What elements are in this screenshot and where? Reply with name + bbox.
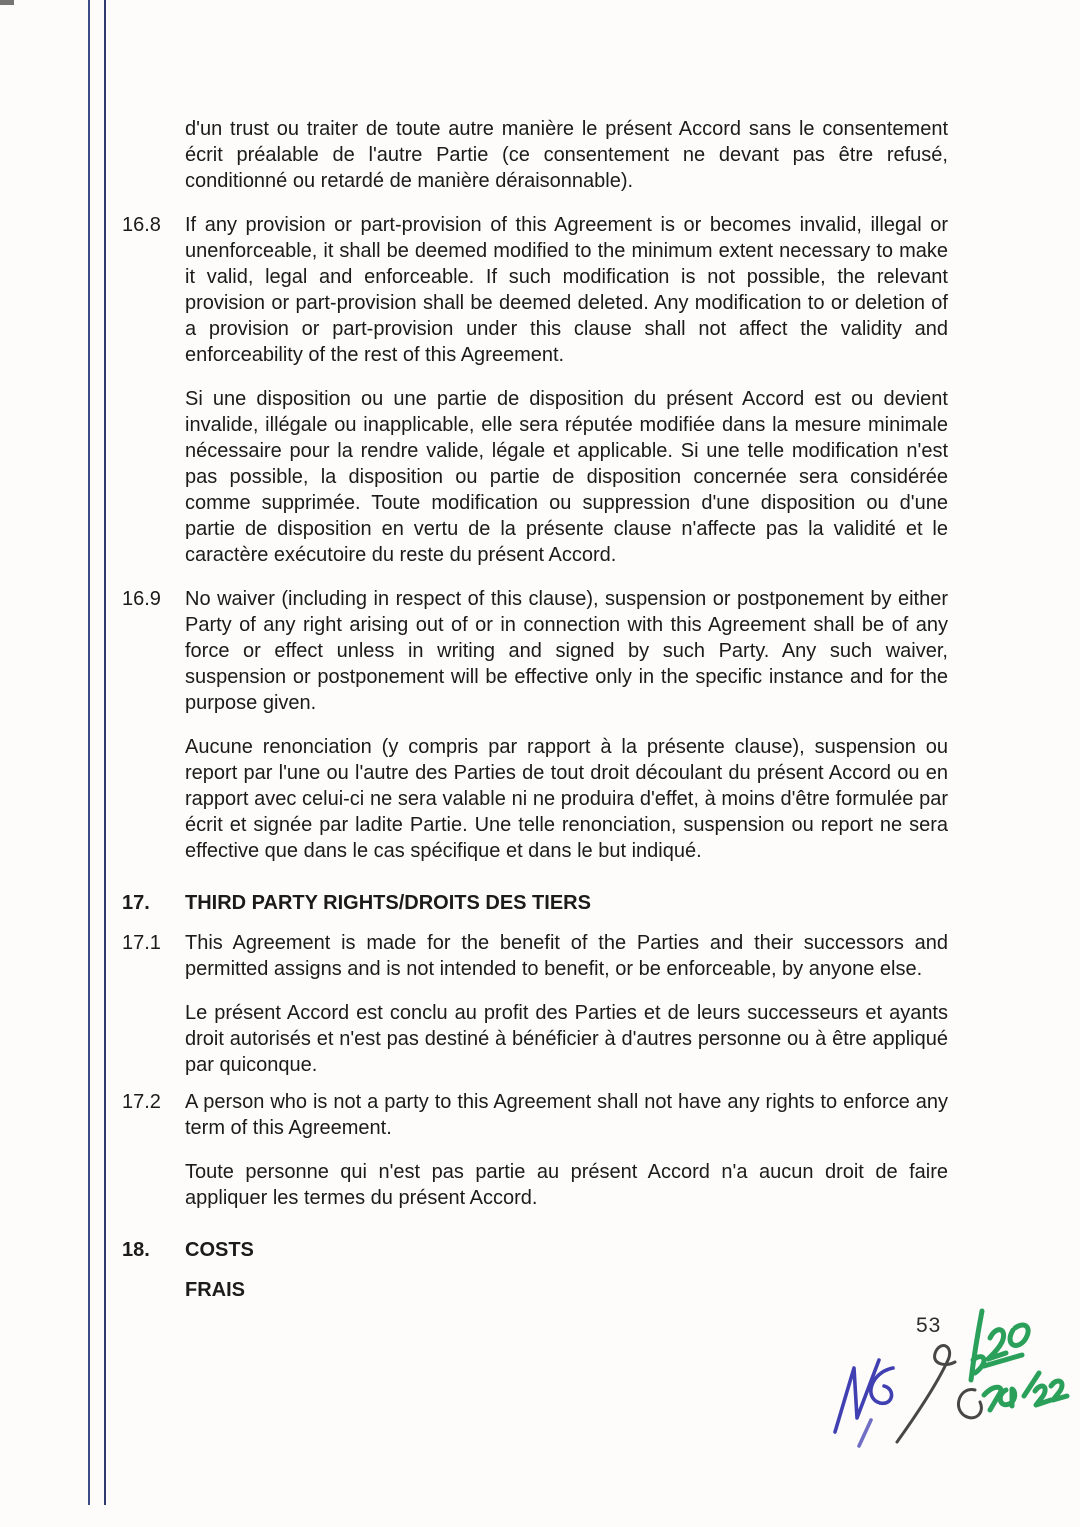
- clause-text: Aucune renonciation (y compris par rapport à la présente clause), suspension ou report par l'une ou l'autre des Parties de tout droit découlant du présent Accord ou en rapport avec celui-ci ne sera valable ni ne produira d'effet, à moins d'être formulée par écrit et signée par ladite Partie. Une telle renonciation, suspension ou report ne sera effective que dans le cas spécifique et dans le but indiqué.: [185, 736, 948, 862]
- section-number: 18.: [122, 1239, 150, 1261]
- clause-text: If any provision or part-provision of this Agreement is or becomes invalid, illegal or unenforceable, it shall be deemed modified to the minimum extent necessary to make it valid, legal and enforceable. If such modification is not possible, the relevant provision or part-provision shall be deemed deleted. Any modification to or deletion of a provision or part-provision under this clause shall not affect the validity and enforceability of the rest of this Agreement.: [185, 214, 948, 366]
- clause-16-9-en: [122, 586, 948, 716]
- clause-text: Le présent Accord est conclu au profit des Parties et de leurs successeurs et ayants droit autorisés et n'est pas destiné à bénéficier à d'autres personne ou à être appliqué par quiconque.: [185, 1002, 948, 1076]
- clause-text: Si une disposition ou une partie de disposition du présent Accord est ou devient invalide, illégale ou inapplicable, elle sera réputée modifiée dans la mesure minimale nécessaire pour la rendre valide, légale et applicable. Si une telle modification n'est pas possible, la disposition ou partie de disposition concernée sera considérée comme supprimée. Toute modification ou suppression d'une disposition ou d'une partie de disposition en vertu de la présente clause n'affecte pas la validité et le caractère exécutoire du reste du présent Accord.: [185, 388, 948, 566]
- clause-17-2-en: [122, 1089, 948, 1141]
- clause-text: No waiver (including in respect of this clause), suspension or postponement by either Party of any right arising out of or in connection with this Agreement shall be of any force or effect unless in writing and signed by such Party. Any such waiver, suspension or postponement will be effective only in the specific instance and for the purpose given.: [185, 588, 948, 714]
- scan-artifact-speck: [0, 0, 14, 5]
- clause-16-8-fr: [122, 386, 948, 568]
- page-number: 53: [916, 1314, 942, 1337]
- handwritten-annotations: [805, 1298, 1077, 1478]
- margin-rule-left: [88, 0, 90, 1505]
- section-heading-17: [122, 890, 948, 916]
- clause-number: 17.1: [122, 932, 161, 954]
- section-title: COSTS: [185, 1239, 254, 1261]
- clause-17-2-fr: [122, 1159, 948, 1211]
- clause-text: Toute personne qui n'est pas partie au présent Accord n'a aucun droit de faire appliquer les termes du présent Accord.: [185, 1161, 948, 1209]
- clause-text: This Agreement is made for the benefit of the Parties and their successors and permitted assigns and is not intended to benefit, or be enforceable, by anyone else.: [185, 932, 948, 980]
- section-title: THIRD PARTY RIGHTS/DROITS DES TIERS: [185, 892, 591, 914]
- handwritten-initials-blue-icon: [835, 1360, 893, 1446]
- clause-16-9-fr: [122, 734, 948, 864]
- clause-text-column: [122, 116, 948, 1303]
- handwritten-date-green-icon: [971, 1311, 1067, 1410]
- clause-16-8-en: [122, 212, 948, 368]
- section-number: 17.: [122, 892, 150, 914]
- section-title: FRAIS: [185, 1279, 245, 1301]
- margin-rule-right: [104, 0, 106, 1505]
- clause-16-7-continuation-fr: [122, 116, 948, 194]
- clause-17-1-en: [122, 930, 948, 982]
- section-heading-18-en: [122, 1237, 948, 1263]
- clause-text: d'un trust ou traiter de toute autre manière le présent Accord sans le consentement écrit préalable de l'autre Partie (ce consentement ne devant pas être refusé, conditionné ou retardé de manière déraisonnable).: [185, 118, 948, 192]
- clause-17-1-fr: [122, 1000, 948, 1078]
- handwritten-signature-black-icon: [897, 1346, 981, 1442]
- clause-text: A person who is not a party to this Agreement shall not have any rights to enforce any term of this Agreement.: [185, 1091, 948, 1139]
- clause-number: 16.9: [122, 588, 161, 610]
- clause-number: 17.2: [122, 1091, 161, 1113]
- clause-number: 16.8: [122, 214, 161, 236]
